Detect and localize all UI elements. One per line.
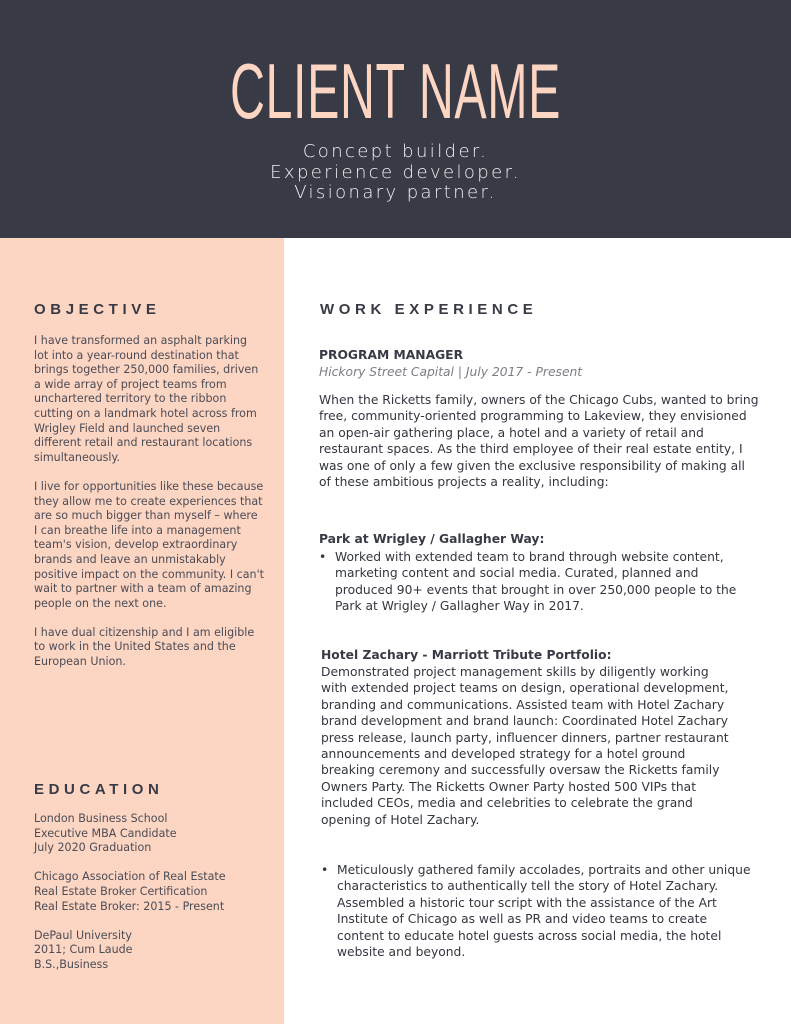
header-banner bbox=[0, 0, 791, 238]
education-detail: Executive MBA Candidate bbox=[34, 826, 177, 840]
client-name: CLIENT NAME bbox=[229, 47, 562, 135]
job-company: Hickory Street Capital | July 2017 - Present bbox=[319, 365, 583, 379]
education-heading: EDUCATION bbox=[34, 781, 164, 798]
tagline bbox=[0, 142, 791, 204]
park-heading-text: Park at Wrigley / Gallagher Way bbox=[319, 532, 540, 546]
education-list bbox=[34, 812, 264, 973]
bullet-dot-icon: • bbox=[321, 863, 329, 877]
education-detail: Real Estate Broker: 2015 - Present bbox=[34, 899, 225, 913]
education-school: Chicago Association of Real Estate bbox=[34, 870, 226, 884]
objective-paragraph: I have dual citizenship and I am eligible to work in the United States and the European Union. bbox=[34, 625, 255, 669]
tagline-line-2: Experience developer. bbox=[270, 161, 521, 183]
education-entry bbox=[34, 870, 264, 914]
education-detail: July 2020 Graduation bbox=[34, 841, 152, 855]
work-experience-heading: WORK EXPERIENCE bbox=[320, 301, 538, 318]
education-detail: B.S.,Business bbox=[34, 957, 109, 971]
objective-text bbox=[34, 334, 264, 670]
education-entry bbox=[34, 929, 264, 973]
hotel-heading: Hotel Zachary - Marriott Tribute Portfolio: bbox=[321, 648, 612, 662]
objective-heading: OBJECTIVE bbox=[34, 301, 161, 318]
park-bullet-text: Worked with extended team to brand through website content, marketing content and social media. Curated, planned and produced 90+ events that brought in over 250,000 people to the Park at Wrigley / Gallagher Way in 2017. bbox=[335, 550, 737, 614]
tagline-line-1: Concept builder. bbox=[302, 141, 489, 162]
park-heading: Park at Wrigley / Gallagher Way: bbox=[319, 532, 545, 546]
education-entry bbox=[34, 812, 264, 856]
job-intro: When the Ricketts family, owners of the Chicago Cubs, wanted to bring free, community-oriented programming to Lakeview, they envisioned an open-air gathering place, a hotel and a variety of retail and restaurant spaces. As the third employee of their real estate entity, I was one of only a few given the exclusive responsibility of making all of these ambitious projects a reality, including: bbox=[319, 393, 759, 490]
tagline-line-3: Visionary partner. bbox=[294, 182, 497, 203]
objective-paragraph: I have transformed an asphalt parking lot into a year-round destination that brings together 250,000 families, driven a wide array of project teams from unchartered territory to the ribbon cutting on a landmark hotel across from Wrigley Field and launched seven different retail and restaurant locations simultaneously. bbox=[34, 334, 259, 464]
education-detail: Real Estate Broker Certification bbox=[34, 884, 208, 898]
education-school: DePaul University bbox=[34, 928, 132, 942]
bullet-dot-icon: • bbox=[319, 550, 327, 564]
education-school: London Business School bbox=[34, 812, 168, 825]
hotel-paragraph: Demonstrated project management skills by diligently working with extended project teams on design, operational development, branding and communications. Assisted team with Hotel Zachary brand development and brand launch: Coordinated Hotel Zachary press release, launch party, influencer dinners, partner restaurant announcements and developed strategy for a hotel ground breaking ceremony and successfully oversaw the Ricketts family Owners Party. The Ricketts Owner Party hosted 500 VIPs that included CEOs, media and celebrities to celebrate the grand opening of Hotel Zachary. bbox=[321, 665, 729, 827]
education-detail: 2011; Cum Laude bbox=[34, 943, 133, 957]
job-title: PROGRAM MANAGER bbox=[319, 348, 464, 362]
hotel-heading-text: Hotel Zachary - Marriott Tribute Portfolio bbox=[321, 648, 607, 662]
hotel-bullet-text: Meticulously gathered family accolades, portraits and other unique characteristics to authentically tell the story of Hotel Zachary. Assembled a historic tour script with the assistance of the Art Institute of Chicago as well as PR and video teams to create content to educate hotel guests across social media, the hotel website and beyond. bbox=[337, 863, 751, 960]
objective-paragraph: I live for opportunities like these because they allow me to create experiences that are so much bigger than myself – where I can breathe life into a management team's vision, develop extraordinary brands and leave an unmistakably positive impact on the community. I can't wait to partner with a team of amazing people on the next one. bbox=[34, 479, 264, 610]
